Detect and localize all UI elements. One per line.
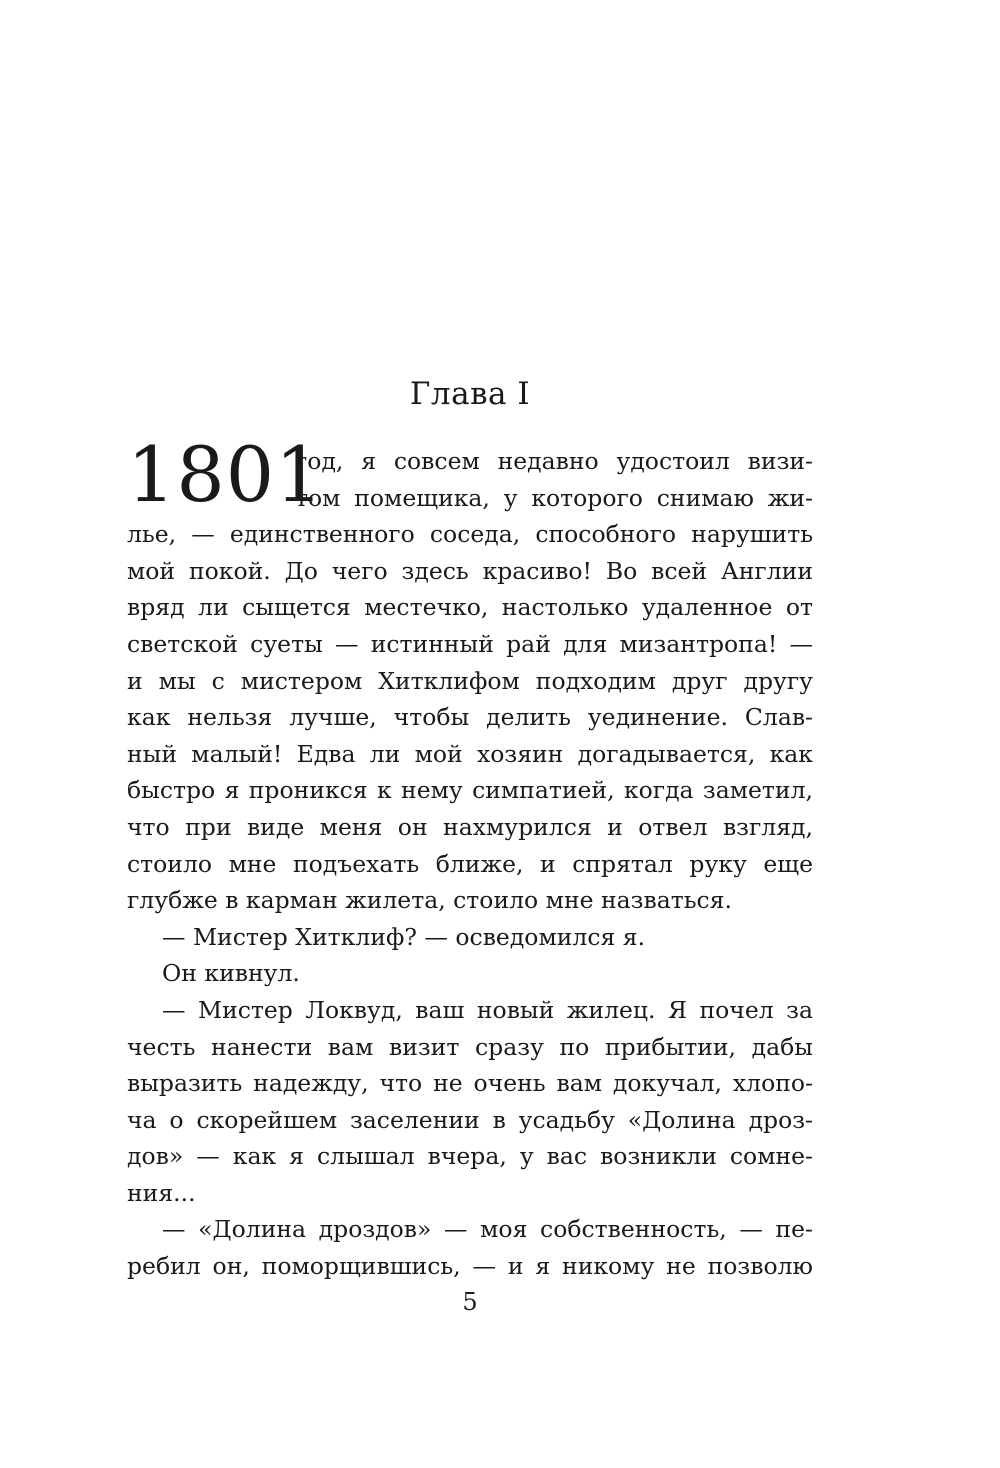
text-line: глубже в карман жилета, стоило мне назваться.	[127, 886, 732, 915]
opening-lines	[127, 430, 813, 519]
text-line: ча о скорейшем заселении в усадьбу «Долина дроз-	[127, 1105, 813, 1134]
text-line: выразить надежду, что не очень вам докучал, хлопо-	[127, 1069, 813, 1098]
text-line: год, я совсем недавно удостоил визи-	[295, 447, 813, 475]
text-line: как нельзя лучше, чтобы делить уединение. Слав-	[127, 703, 813, 732]
text-line: что при виде меня он нахмурился и отвел взгляд,	[127, 812, 813, 841]
text-line: лье, — единственного соседа, способного нарушить	[127, 520, 813, 549]
dialogue-line: Он кивнул.	[162, 959, 300, 988]
text-line: ния...	[127, 1178, 196, 1207]
text-line: дов» — как я слышал вчера, у вас возникли сомне-	[127, 1142, 813, 1171]
page-number: 5	[462, 1288, 478, 1316]
text-line: ребил он, поморщившись, — и я никому не позволю	[127, 1252, 813, 1281]
drop-cap-year: 1801	[127, 430, 325, 519]
text-line: светской суеты — истинный рай для мизантропа! —	[127, 629, 813, 658]
text-line: вряд ли сыщется местечко, настолько удаленное от	[127, 593, 813, 622]
text-line: быстро я проникся к нему симпатией, когда заметил,	[127, 776, 813, 805]
paragraph-3	[127, 1211, 813, 1284]
text-line: и мы с мистером Хитклифом подходим друг другу	[127, 666, 813, 695]
text-line: мой покой. До чего здесь красиво! Во всей Англии	[127, 556, 813, 585]
text-line: — «Долина дроздов» — моя собственность, — пе-	[162, 1215, 813, 1244]
text-line: том помещика, у которого снимаю жи-	[295, 483, 813, 512]
body-text	[127, 430, 813, 1285]
chapter-title: Глава I	[409, 376, 531, 412]
text-line: ный малый! Едва ли мой хозяин догадывается, как	[127, 739, 813, 768]
paragraph-1	[127, 516, 813, 919]
dialogue-line: — Мистер Хитклиф? — осведомился я.	[162, 922, 646, 951]
text-line: стоило мне подъехать ближе, и спрятал руку еще	[127, 849, 813, 878]
paragraph-2	[127, 992, 813, 1212]
text-line: — Мистер Локвуд, ваш новый жилец. Я почел за	[162, 995, 813, 1024]
text-line: честь нанести вам визит сразу по прибытии, дабы	[127, 1032, 813, 1061]
